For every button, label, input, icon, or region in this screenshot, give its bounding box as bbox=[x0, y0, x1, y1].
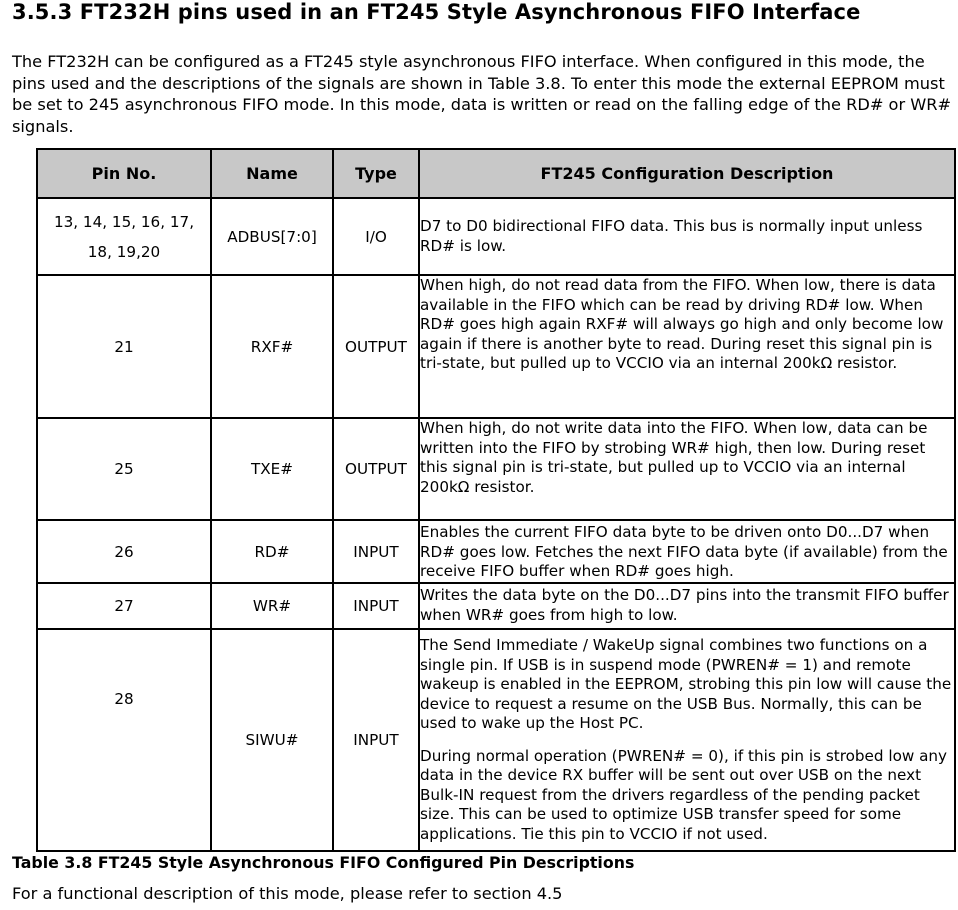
type-cell: INPUT bbox=[333, 520, 419, 583]
pin-text-line1: 13, 14, 15, 16, 17, bbox=[53, 212, 195, 231]
name-cell: TXE# bbox=[211, 418, 333, 520]
header-type: Type bbox=[333, 149, 419, 198]
name-cell: RXF# bbox=[211, 275, 333, 418]
section-heading: 3.5.3 FT232H pins used in an FT245 Style Asynchronous FIFO Interface bbox=[12, 0, 861, 24]
table-row bbox=[37, 418, 955, 520]
table-row bbox=[37, 275, 955, 418]
name-cell: ADBUS[7:0] bbox=[211, 198, 333, 275]
pin-cell: 27 bbox=[37, 583, 211, 629]
type-cell: INPUT bbox=[333, 583, 419, 629]
intro-paragraph: The FT232H can be configured as a FT245 style asynchronous FIFO interface. When configured in this mode, the pins used and the descriptions of the signals are shown in Table 3.8. To enter this mode the external EEPROM must be set to 245 asynchronous FIFO mode. In this mode, data is written or read on the falling edge of the RD# or WR# signals. bbox=[12, 52, 952, 136]
table-header-row bbox=[37, 149, 955, 198]
name-cell: SIWU# bbox=[211, 629, 333, 851]
table-caption: Table 3.8 FT245 Style Asynchronous FIFO Configured Pin Descriptions bbox=[12, 853, 635, 872]
description-cell: Writes the data byte on the D0...D7 pins into the transmit FIFO buffer when WR# goes from high to low. bbox=[419, 583, 955, 629]
type-cell: I/O bbox=[333, 198, 419, 275]
pin-cell: 26 bbox=[37, 520, 211, 583]
table-row bbox=[37, 520, 955, 583]
type-cell: OUTPUT bbox=[333, 418, 419, 520]
description-paragraph: The Send Immediate / WakeUp signal combines two functions on a single pin. If USB is in suspend mode (PWREN# = 1) and remote wakeup is enabled in the EEPROM, strobing this pin low will cause the device to request a resume on the USB Bus. Normally, this can be used to wake up the Host PC. bbox=[420, 636, 952, 732]
pin-cell: 25 bbox=[37, 418, 211, 520]
type-cell: OUTPUT bbox=[333, 275, 419, 418]
description-cell: Enables the current FIFO data byte to be driven onto D0...D7 when RD# goes low. Fetches the next FIFO data byte (if available) from the receive FIFO buffer when RD# goes high. bbox=[419, 520, 955, 583]
name-cell: WR# bbox=[211, 583, 333, 629]
description-cell: When high, do not write data into the FIFO. When low, data can be written into the FIFO by strobing WR# high, then low. During reset this signal pin is tri-state, but pulled up to VCCIO via an internal 200kΩ resistor. bbox=[419, 418, 955, 520]
header-pin-no: Pin No. bbox=[37, 149, 211, 198]
header-name: Name bbox=[211, 149, 333, 198]
type-cell: INPUT bbox=[333, 629, 419, 851]
pin-cell: 28 bbox=[37, 629, 211, 851]
name-cell: RD# bbox=[211, 520, 333, 583]
description-cell: When high, do not read data from the FIFO. When low, there is data available in the FIFO which can be read by driving RD# low. When RD# goes high again RXF# will always go high and only become low again if there is another byte to read. During reset this signal pin is tri-state, but pulled up to VCCIO via an internal 200kΩ resistor. bbox=[419, 275, 955, 418]
table-row bbox=[37, 629, 955, 851]
description-cell bbox=[419, 629, 955, 851]
table-row bbox=[37, 198, 955, 275]
pin-cell: 21 bbox=[37, 275, 211, 418]
header-description: FT245 Configuration Description bbox=[419, 149, 955, 198]
table-row bbox=[37, 583, 955, 629]
section-reference-note: For a functional description of this mode, please refer to section 4.5 bbox=[12, 884, 563, 903]
pin-description-table bbox=[36, 148, 956, 852]
description-cell: D7 to D0 bidirectional FIFO data. This bus is normally input unless RD# is low. bbox=[419, 198, 955, 275]
pin-cell bbox=[37, 198, 211, 275]
pin-text-line2: 18, 19,20 bbox=[87, 242, 161, 261]
description-paragraph: During normal operation (PWREN# = 0), if this pin is strobed low any data in the device RX buffer will be sent out over USB on the next Bulk-IN request from the drivers regardless of the pending packet size. This can be used to optimize USB transfer speed for some applications. Tie this pin to VCCIO if not used. bbox=[420, 746, 948, 843]
